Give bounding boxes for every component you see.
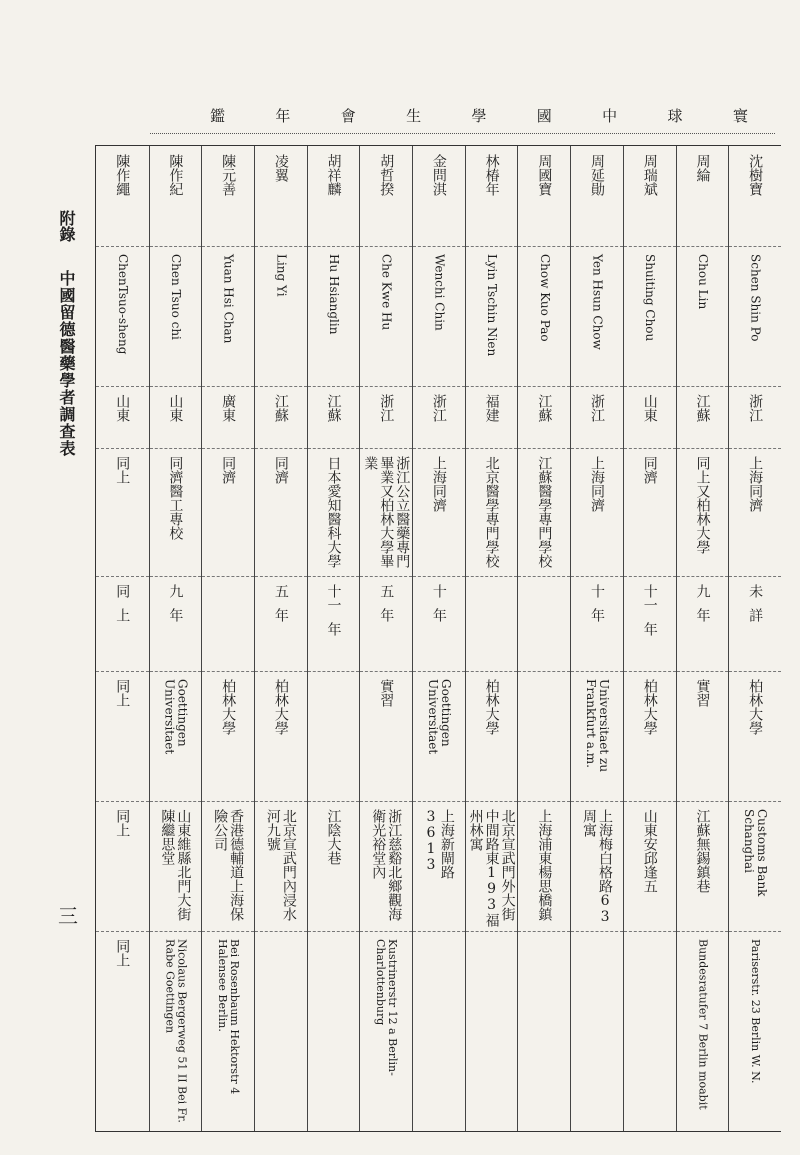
table-row	[307, 146, 360, 1131]
header-char: 寰	[732, 106, 750, 125]
home-address-cell	[571, 801, 623, 931]
table-row	[359, 146, 412, 1131]
romanized-name: ChenTsuo-sheng	[115, 254, 130, 355]
local-address: Bei Rosenbaum Hektorstr 4 Halensee Berlin.	[216, 939, 242, 1095]
school: 上海同濟	[430, 456, 447, 512]
years-cell	[202, 576, 254, 671]
romanized-name: Chow Kuo Pao	[537, 254, 552, 342]
local-address-cell	[466, 931, 518, 1131]
school: 上海同濟	[747, 456, 764, 512]
school-cell	[624, 448, 676, 576]
current-status: 柏林大學	[747, 679, 764, 735]
romanized-name: Lyin Tschin Nien	[485, 254, 500, 357]
years-text: 十一	[641, 584, 658, 612]
local-address-cell	[308, 931, 360, 1131]
home-address-cell	[677, 801, 729, 931]
local-address-cell	[624, 931, 676, 1131]
years-text: 上	[114, 608, 131, 622]
years-text: 年	[325, 622, 342, 636]
romanized-name-cell	[624, 246, 676, 386]
table-row	[201, 146, 254, 1131]
page-number: 三	[58, 904, 78, 928]
years-text: 年	[641, 622, 658, 636]
province-cell	[308, 386, 360, 448]
current-status: 同上	[114, 679, 131, 707]
school-cell	[413, 448, 465, 576]
header-char: 球	[667, 106, 685, 125]
survey-table	[95, 145, 781, 1132]
years-text: 詳	[747, 608, 764, 622]
school-cell	[466, 448, 518, 576]
years-cell	[150, 576, 202, 671]
province: 浙江	[747, 394, 764, 422]
years-text: 年	[272, 608, 289, 622]
years-text: 年	[694, 608, 711, 622]
current-status-cell	[255, 671, 307, 801]
home-address-cell	[413, 801, 465, 931]
header-char: 生	[406, 106, 424, 125]
school: 北京醫學專門學校	[483, 456, 500, 568]
years-text: 年	[430, 608, 447, 622]
current-status-cell	[466, 671, 518, 801]
home-address: 江蘇無錫鎮巷	[694, 809, 711, 893]
romanized-name-cell	[729, 246, 781, 386]
school-cell	[308, 448, 360, 576]
romanized-name-cell	[308, 246, 360, 386]
name: 林椿年	[483, 154, 500, 196]
local-address: Kustrinerstr 12 a Berlin-Charlottenburg	[374, 939, 400, 1076]
province: 山東	[114, 394, 131, 422]
current-status-cell	[413, 671, 465, 801]
current-status-cell	[96, 671, 149, 801]
romanized-name-cell	[677, 246, 729, 386]
years-text: 九	[694, 584, 711, 598]
home-address-cell	[202, 801, 254, 931]
years-text: 九	[167, 584, 184, 598]
romanized-name: Ling Yi	[274, 254, 289, 297]
years-abroad	[431, 584, 447, 622]
romanized-name-cell	[360, 246, 412, 386]
romanized-name-cell	[96, 246, 149, 386]
province-cell	[413, 386, 465, 448]
current-status: Universitaet zu Frankfurt a.m.	[584, 679, 612, 773]
school-cell	[677, 448, 729, 576]
school-cell	[360, 448, 412, 576]
header-char: 國	[536, 106, 554, 125]
romanized-name-cell	[255, 246, 307, 386]
home-address: 上海梅白格路63周寓	[581, 809, 614, 925]
school: 浙江公立醫藥專門畢業又柏林大學畢業	[362, 456, 411, 568]
province: 江蘇	[325, 394, 342, 422]
romanized-name: Yen Hsun Chow	[590, 254, 605, 350]
school: 上海同濟	[589, 456, 606, 512]
name: 金問淇	[430, 154, 447, 196]
name-cell	[360, 146, 412, 246]
table-row	[412, 146, 465, 1131]
school: 同濟	[272, 456, 289, 484]
province: 江蘇	[272, 394, 289, 422]
name-cell	[466, 146, 518, 246]
current-status-cell	[677, 671, 729, 801]
years-abroad	[378, 584, 394, 622]
header-rule	[150, 133, 775, 134]
name-cell	[518, 146, 570, 246]
local-address-cell	[729, 931, 781, 1131]
header-char: 學	[471, 106, 489, 125]
years-text: 十	[589, 584, 606, 598]
romanized-name: Shuiting Chou	[643, 254, 658, 342]
years-text: 年	[589, 608, 606, 622]
name-cell	[677, 146, 729, 246]
province-cell	[96, 386, 149, 448]
current-status-cell	[571, 671, 623, 801]
current-status: Goettingen Universitaet	[162, 679, 190, 755]
romanized-name-cell	[150, 246, 202, 386]
years-abroad	[273, 584, 289, 622]
school: 江蘇醫學專門學校	[536, 456, 553, 568]
appendix-label: 附錄	[57, 210, 76, 242]
name: 陳作繩	[114, 154, 131, 196]
years-cell	[360, 576, 412, 671]
current-status-cell	[202, 671, 254, 801]
province: 福建	[483, 394, 500, 422]
home-address: 北京宣武門外大街中間路東193福州林寓	[467, 809, 516, 927]
home-address: 同上	[114, 809, 131, 837]
years-cell	[308, 576, 360, 671]
home-address: 上海新閘路3613	[422, 809, 455, 879]
current-status-cell	[518, 671, 570, 801]
school-cell	[518, 448, 570, 576]
romanized-name-cell	[202, 246, 254, 386]
years-cell	[518, 576, 570, 671]
romanized-name: Wenchi Chin	[432, 254, 447, 331]
name: 周延勛	[589, 154, 606, 196]
years-abroad	[642, 584, 658, 636]
table-row	[465, 146, 518, 1131]
years-abroad	[326, 584, 342, 636]
years-text: 五	[378, 584, 395, 598]
romanized-name-cell	[518, 246, 570, 386]
current-status: Goettingen Universitaet	[425, 679, 453, 755]
local-address: Nicolaus Bergerweg 51 II Bei Fr. Rabe Goettingen	[163, 939, 189, 1123]
local-address-cell	[518, 931, 570, 1131]
current-status-cell	[729, 671, 781, 801]
table-row	[728, 146, 781, 1131]
name-cell	[255, 146, 307, 246]
local-address: Bundesratufer 7 Berlin moabit	[696, 939, 710, 1110]
home-address-cell	[255, 801, 307, 931]
years-text: 未	[747, 584, 764, 598]
name-cell	[308, 146, 360, 246]
school-cell	[202, 448, 254, 576]
name-cell	[96, 146, 149, 246]
province-cell	[150, 386, 202, 448]
school: 同上又柏林大學	[694, 456, 711, 554]
province: 山東	[167, 394, 184, 422]
name: 周綸	[694, 154, 711, 182]
years-cell	[466, 576, 518, 671]
current-status: 柏林大學	[641, 679, 658, 735]
home-address: 江陰大巷	[325, 809, 342, 865]
province-cell	[360, 386, 412, 448]
years-cell	[677, 576, 729, 671]
home-address: 山東維縣北門大街陳繼思堂	[159, 809, 192, 921]
romanized-name-cell	[466, 246, 518, 386]
home-address-cell	[624, 801, 676, 931]
province: 江蘇	[694, 394, 711, 422]
header-char: 年	[275, 106, 293, 125]
local-address: 同上	[114, 939, 131, 967]
name: 周瑞斌	[641, 154, 658, 196]
romanized-name: Chen Tsuo chi	[168, 254, 183, 340]
local-address-cell	[202, 931, 254, 1131]
home-address: 上海浦東楊思橋鎮	[536, 809, 553, 921]
years-abroad	[589, 584, 605, 622]
name: 胡哲揆	[378, 154, 395, 196]
years-cell	[571, 576, 623, 671]
years-text: 五	[272, 584, 289, 598]
home-address: 北京宣武門內浸水河九號	[264, 809, 297, 921]
name: 周國寶	[536, 154, 553, 196]
local-address-cell	[150, 931, 202, 1131]
local-address-cell	[96, 931, 149, 1131]
school: 同濟醫工專校	[167, 456, 184, 540]
province: 浙江	[378, 394, 395, 422]
years-abroad	[114, 584, 130, 622]
home-address: 香港德輔道上海保險公司	[212, 809, 245, 921]
school-cell	[150, 448, 202, 576]
years-text: 年	[378, 608, 395, 622]
name-cell	[202, 146, 254, 246]
name: 凌翼	[272, 154, 289, 182]
home-address-cell	[518, 801, 570, 931]
school: 同濟	[641, 456, 658, 484]
home-address-cell	[308, 801, 360, 931]
table-row	[149, 146, 202, 1131]
local-address-cell	[571, 931, 623, 1131]
school-cell	[571, 448, 623, 576]
current-status: 柏林大學	[272, 679, 289, 735]
home-address-cell	[466, 801, 518, 931]
header-char: 鑑	[210, 106, 228, 125]
province-cell	[202, 386, 254, 448]
name-cell	[150, 146, 202, 246]
current-status: 實習	[378, 679, 395, 707]
romanized-name-cell	[413, 246, 465, 386]
romanized-name: Chou Lin	[695, 254, 710, 310]
local-address-cell	[413, 931, 465, 1131]
years-cell	[96, 576, 149, 671]
local-address-cell	[360, 931, 412, 1131]
years-abroad	[167, 584, 183, 622]
years-text: 同	[114, 584, 131, 598]
table-row	[517, 146, 570, 1131]
school: 同上	[114, 456, 131, 484]
current-status-cell	[308, 671, 360, 801]
table-title: 中國留德醫藥學者調查表	[57, 270, 76, 457]
current-status: 柏林大學	[483, 679, 500, 735]
current-status-cell	[624, 671, 676, 801]
province: 江蘇	[536, 394, 553, 422]
province-cell	[729, 386, 781, 448]
province-cell	[677, 386, 729, 448]
romanized-name: Che Kwe Hu	[379, 254, 394, 331]
local-address-cell	[255, 931, 307, 1131]
home-address: 山東安邱逢五	[641, 809, 658, 893]
home-address-cell	[96, 801, 149, 931]
years-abroad	[694, 584, 710, 622]
province-cell	[518, 386, 570, 448]
local-address-cell	[677, 931, 729, 1131]
header-char: 會	[340, 106, 358, 125]
years-cell	[255, 576, 307, 671]
home-address-cell	[150, 801, 202, 931]
province: 廣東	[220, 394, 237, 422]
name-cell	[413, 146, 465, 246]
home-address: Customs Bank Schanghai	[742, 809, 770, 897]
school-cell	[729, 448, 781, 576]
school-cell	[96, 448, 149, 576]
school-cell	[255, 448, 307, 576]
table-row	[254, 146, 307, 1131]
province: 浙江	[589, 394, 606, 422]
years-cell	[729, 576, 781, 671]
name: 沈樹寶	[747, 154, 764, 196]
school: 同濟	[220, 456, 237, 484]
home-address-cell	[729, 801, 781, 931]
header-char: 中	[602, 106, 620, 125]
name-cell	[729, 146, 781, 246]
romanized-name-cell	[571, 246, 623, 386]
romanized-name: Schen Shin Po	[748, 254, 763, 342]
years-text: 十一	[325, 584, 342, 612]
table-row	[676, 146, 729, 1131]
province: 山東	[641, 394, 658, 422]
current-status: 柏林大學	[220, 679, 237, 735]
province-cell	[571, 386, 623, 448]
romanized-name: Yuan Hsi Chan	[221, 254, 236, 344]
province-cell	[624, 386, 676, 448]
years-cell	[413, 576, 465, 671]
years-abroad	[747, 584, 763, 622]
name: 陳元善	[220, 154, 237, 196]
name: 陳作紀	[167, 154, 184, 196]
current-status: 實習	[694, 679, 711, 707]
years-cell	[624, 576, 676, 671]
table-row	[623, 146, 676, 1131]
current-status-cell	[150, 671, 202, 801]
province-cell	[466, 386, 518, 448]
years-text: 年	[167, 608, 184, 622]
table-row	[96, 146, 149, 1131]
table-row	[570, 146, 623, 1131]
name: 胡祥麟	[325, 154, 342, 196]
running-header	[190, 100, 770, 130]
local-address: Pariserstr. 23 Berlin W. N.	[749, 939, 763, 1084]
romanized-name: Hu Hsianglin	[327, 254, 342, 335]
province-cell	[255, 386, 307, 448]
current-status-cell	[360, 671, 412, 801]
school: 日本愛知醫科大學	[325, 456, 342, 568]
years-text: 十	[430, 584, 447, 598]
name-cell	[624, 146, 676, 246]
name-cell	[571, 146, 623, 246]
home-address: 浙江慈谿北鄉觀海衛光裕堂內	[370, 809, 403, 921]
home-address-cell	[360, 801, 412, 931]
province: 浙江	[430, 394, 447, 422]
